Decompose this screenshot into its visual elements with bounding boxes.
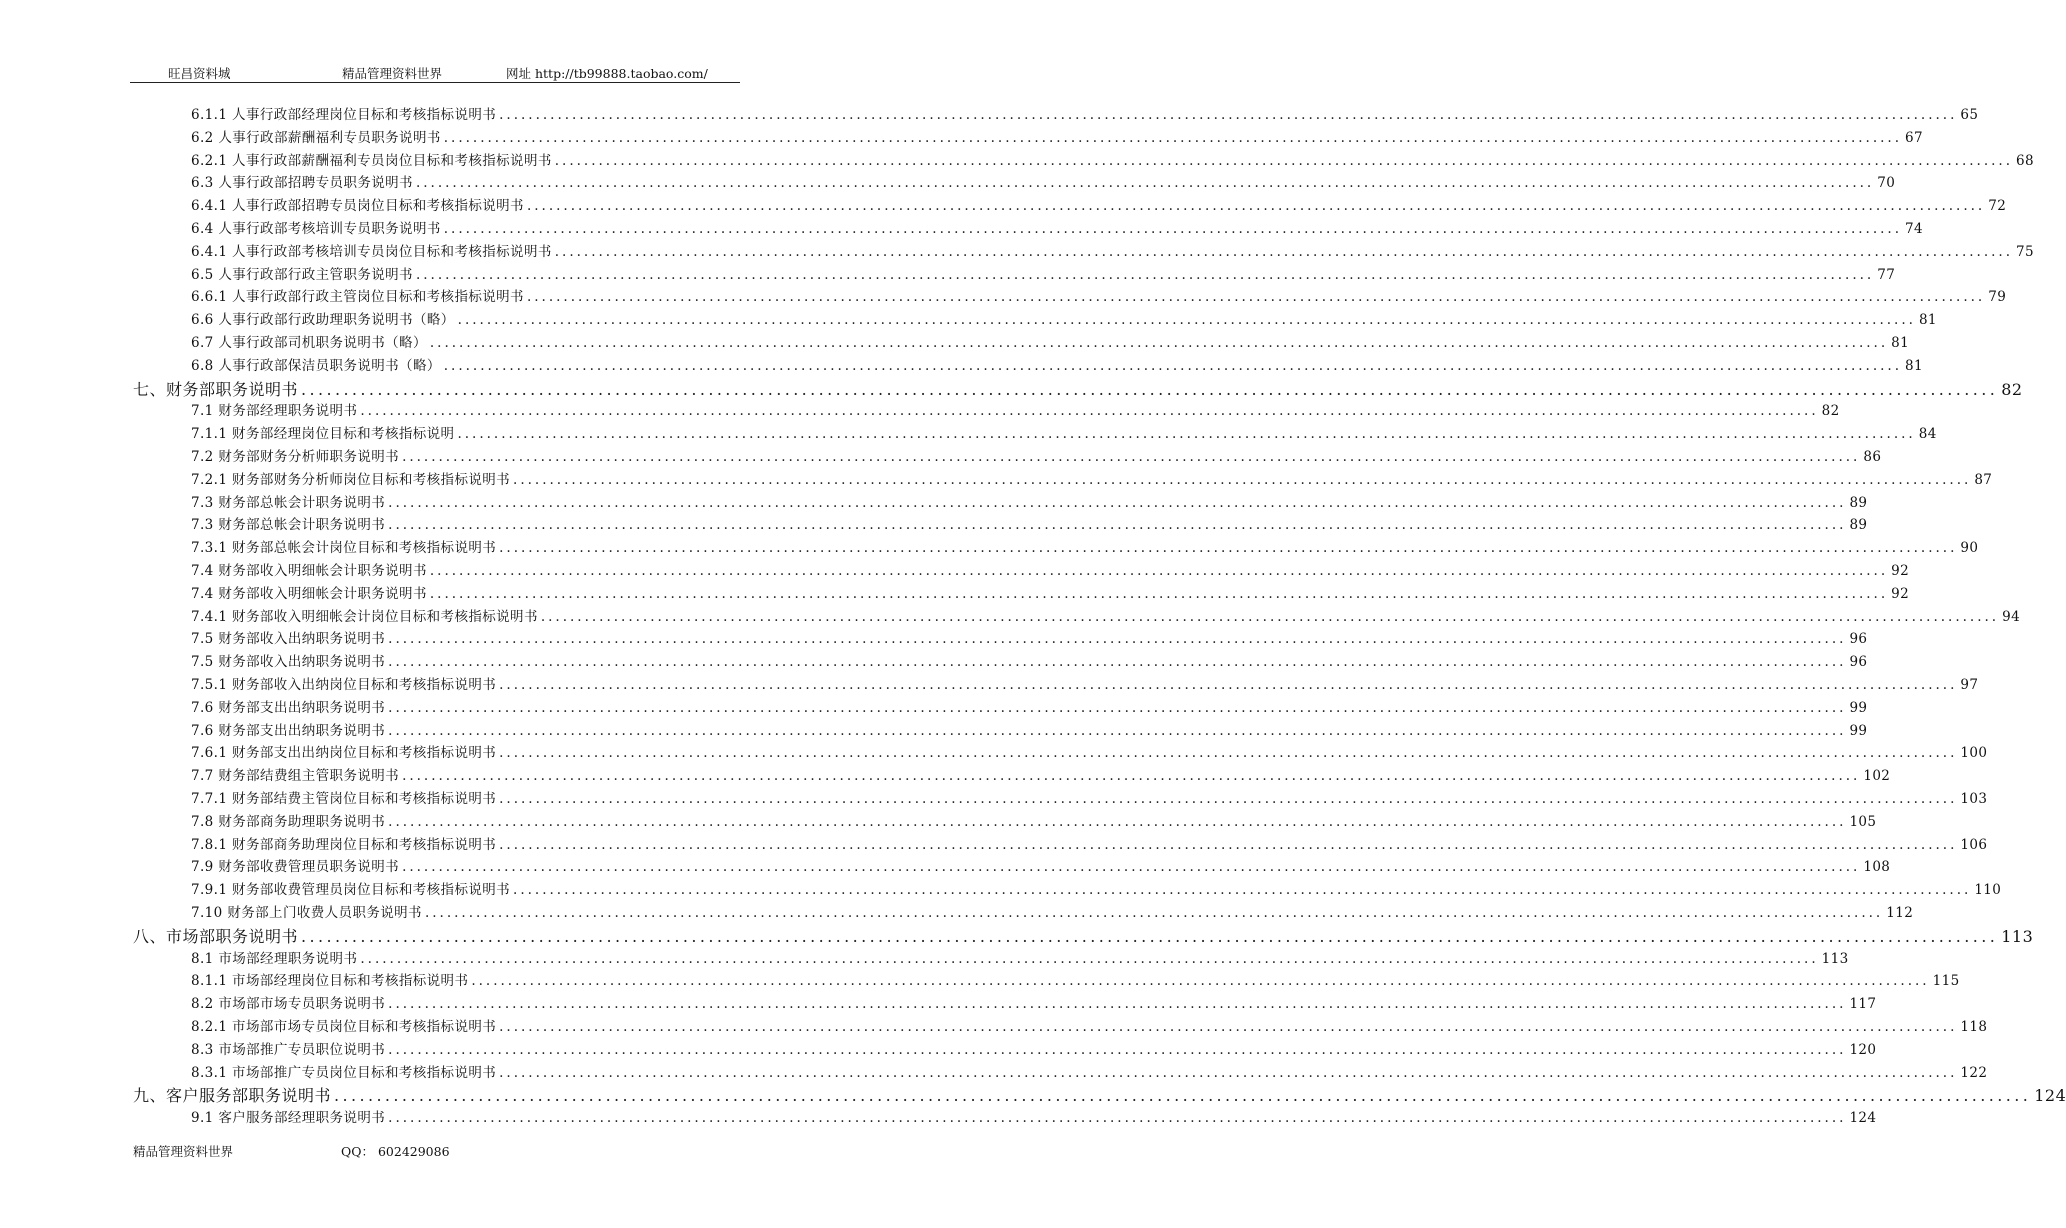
- toc-entry-page: 110: [1974, 882, 2002, 899]
- toc-entry-title: 8.1 市场部经理职务说明书: [191, 950, 358, 967]
- toc-leader-dots: ........................................................................................................................................................................................................: [499, 107, 1958, 123]
- toc-entry-title: 8.2.1 市场部市场专员岗位目标和考核指标说明书: [191, 1019, 497, 1035]
- toc-entry-page: 124: [1849, 1110, 1877, 1127]
- toc-entry-page: 113: [2001, 926, 2034, 946]
- toc-leader-dots: ........................................................................................................................................................................................................: [443, 357, 1903, 374]
- toc-entry-page: 92: [1891, 563, 1910, 579]
- toc-entry-title: 8.2 市场部市场专员职务说明书: [191, 996, 386, 1013]
- toc-entry-page: 97: [1960, 677, 1979, 693]
- toc-entry-page: 67: [1905, 129, 1924, 146]
- toc-entry-page: 94: [2002, 608, 2021, 625]
- toc-entry-title: 8.3.1 市场部推广专员岗位目标和考核指标说明书: [191, 1064, 497, 1081]
- toc-entry[interactable]: [191, 263, 1896, 285]
- toc-entry-page: 103: [1960, 791, 1988, 807]
- toc-leader-dots: ........................................................................................................................................................................................................: [540, 608, 2000, 625]
- toc-entry[interactable]: [191, 855, 1891, 877]
- toc-entry-page: 87: [1974, 471, 1993, 488]
- toc-entry-page: 100: [1960, 745, 1988, 762]
- toc-leader-dots: ........................................................................................................................................................................................................: [499, 745, 1958, 762]
- toc-entry[interactable]: [191, 582, 1910, 604]
- toc-entry[interactable]: [191, 719, 1868, 741]
- toc-entry-title: 7.5 财务部收入出纳职务说明书: [191, 654, 386, 671]
- toc-leader-dots: ........................................................................................................................................................................................................: [499, 540, 1958, 557]
- toc-entry[interactable]: [191, 878, 2002, 900]
- toc-entry-page: 65: [1960, 107, 1979, 123]
- toc-entry-title: 7.7.1 财务部结费主管岗位目标和考核指标说明书: [191, 791, 497, 807]
- toc-entry-page: 117: [1849, 996, 1877, 1013]
- toc-entry[interactable]: [191, 741, 1988, 763]
- toc-entry[interactable]: [191, 1061, 1988, 1083]
- toc-entry-title: 7.8 财务部商务助理职务说明书: [191, 813, 386, 830]
- toc-leader-dots: ........................................................................................................................................................................................................: [471, 973, 1930, 990]
- toc-entry-page: 86: [1863, 449, 1882, 465]
- toc-entry[interactable]: [191, 240, 2034, 262]
- header-left-text: 旺昌资料城: [168, 66, 231, 81]
- toc-entry-page: 115: [1932, 973, 1960, 990]
- toc-entry-page: 124: [2034, 1086, 2066, 1106]
- toc-leader-dots: ........................................................................................................................................................................................................: [499, 791, 1958, 807]
- toc-entry[interactable]: [191, 764, 1891, 786]
- toc-entry[interactable]: [191, 787, 1988, 809]
- toc-entry-page: 120: [1849, 1041, 1877, 1058]
- toc-entry-title: 七、财务部职务说明书: [133, 379, 299, 399]
- toc-entry-title: 6.2 人事行政部薪酬福利专员职务说明书: [191, 129, 441, 146]
- toc-entry-page: 96: [1849, 654, 1868, 671]
- toc-leader-dots: ........................................................................................................................................................................................................: [457, 426, 1916, 443]
- toc-leader-dots: ........................................................................................................................................................................................................: [443, 129, 1903, 146]
- toc-leader-dots: ........................................................................................................................................................................................................: [429, 335, 1889, 351]
- toc-chapter-entry[interactable]: [133, 924, 2034, 948]
- footer-left-text: 精品管理资料世界: [133, 1144, 234, 1159]
- header-center-text: 精品管理资料世界: [342, 66, 443, 81]
- toc-entry[interactable]: [191, 126, 1924, 148]
- toc-entry-title: 7.4.1 财务部收入明细帐会计岗位目标和考核指标说明书: [191, 608, 538, 625]
- toc-leader-dots: ........................................................................................................................................................................................................: [554, 152, 2014, 169]
- toc-leader-dots: ........................................................................................................................................................................................................: [301, 926, 1999, 946]
- toc-leader-dots: ........................................................................................................................................................................................................: [513, 882, 1972, 899]
- toc-entry-page: 118: [1960, 1019, 1988, 1035]
- toc-chapter-entry[interactable]: [133, 377, 2023, 401]
- toc-entry-title: 7.9 财务部收费管理员职务说明书: [191, 859, 400, 876]
- toc-entry-title: 7.1 财务部经理职务说明书: [191, 403, 358, 420]
- toc-entry-page: 84: [1918, 426, 1937, 443]
- toc-entry[interactable]: [191, 992, 1877, 1014]
- toc-entry-title: 6.4.1 人事行政部考核培训专员岗位目标和考核指标说明书: [191, 243, 552, 260]
- toc-entry-page: 113: [1821, 950, 1849, 967]
- toc-entry[interactable]: [191, 901, 1914, 923]
- toc-entry[interactable]: [191, 559, 1910, 581]
- toc-leader-dots: ........................................................................................................................................................................................................: [415, 266, 1875, 283]
- toc-chapter-entry[interactable]: [133, 1083, 2066, 1107]
- toc-entry[interactable]: [191, 650, 1868, 672]
- toc-entry-title: 7.8.1 财务部商务助理岗位目标和考核指标说明书: [191, 836, 497, 853]
- toc-leader-dots: ........................................................................................................................................................................................................: [429, 563, 1889, 579]
- toc-leader-dots: ........................................................................................................................................................................................................: [388, 1110, 1847, 1127]
- toc-entry-page: 92: [1891, 585, 1910, 602]
- toc-leader-dots: ........................................................................................................................................................................................................: [526, 198, 1986, 215]
- toc-leader-dots: ........................................................................................................................................................................................................: [443, 221, 1903, 237]
- toc-entry[interactable]: [191, 149, 2034, 171]
- page-header: [130, 62, 740, 83]
- toc-entry-title: 6.1.1 人事行政部经理岗位目标和考核指标说明书: [191, 107, 497, 123]
- toc-entry-page: 90: [1960, 540, 1979, 557]
- toc-entry[interactable]: [191, 422, 1937, 444]
- toc-leader-dots: ........................................................................................................................................................................................................: [402, 449, 1861, 465]
- toc-leader-dots: ........................................................................................................................................................................................................: [388, 631, 1847, 648]
- toc-leader-dots: ........................................................................................................................................................................................................: [499, 836, 1958, 853]
- toc-leader-dots: ........................................................................................................................................................................................................: [402, 859, 1861, 876]
- toc-entry[interactable]: [191, 536, 1979, 558]
- toc-leader-dots: ........................................................................................................................................................................................................: [360, 950, 1819, 967]
- toc-leader-dots: ........................................................................................................................................................................................................: [402, 768, 1861, 785]
- toc-entry-title: 7.6 财务部支出出纳职务说明书: [191, 699, 386, 716]
- toc-entry-title: 7.7 财务部结费组主管职务说明书: [191, 768, 400, 785]
- toc-entry[interactable]: [191, 810, 1877, 832]
- toc-entry-title: 9.1 客户服务部经理职务说明书: [191, 1110, 386, 1127]
- toc-entry-page: 112: [1886, 905, 1914, 921]
- toc-entry-page: 74: [1905, 221, 1924, 237]
- toc-entry[interactable]: [191, 1015, 1988, 1037]
- toc-entry[interactable]: [191, 217, 1924, 239]
- toc-entry[interactable]: [191, 947, 1849, 969]
- toc-entry[interactable]: [191, 627, 1868, 649]
- toc-entry[interactable]: [191, 171, 1896, 193]
- toc-entry-title: 7.4 财务部收入明细帐会计职务说明书: [191, 585, 427, 602]
- toc-entry[interactable]: [191, 354, 1924, 376]
- toc-leader-dots: ........................................................................................................................................................................................................: [415, 175, 1875, 192]
- toc-entry-title: 九、客户服务部职务说明书: [133, 1086, 332, 1106]
- toc-entry-page: 89: [1849, 494, 1868, 511]
- toc-entry[interactable]: [191, 331, 1910, 353]
- toc-entry-title: 6.8 人事行政部保洁员职务说明书（略）: [191, 357, 441, 374]
- toc-entry[interactable]: [191, 605, 2021, 627]
- toc-entry-title: 8.1.1 市场部经理岗位目标和考核指标说明书: [191, 973, 469, 990]
- toc-entry-title: 6.5 人事行政部行政主管职务说明书: [191, 266, 413, 283]
- toc-entry-title: 7.9.1 财务部收费管理员岗位目标和考核指标说明书: [191, 882, 511, 899]
- toc-entry[interactable]: [191, 1038, 1877, 1060]
- toc-entry-page: 99: [1849, 699, 1868, 716]
- footer-right-text: QQ： 602429086: [341, 1144, 450, 1159]
- toc-leader-dots: ........................................................................................................................................................................................................: [388, 699, 1847, 716]
- toc-leader-dots: ........................................................................................................................................................................................................: [429, 585, 1889, 602]
- toc-entry-title: 7.1.1 财务部经理岗位目标和考核指标说明: [191, 426, 455, 443]
- toc-entry-page: 99: [1849, 722, 1868, 739]
- toc-leader-dots: ........................................................................................................................................................................................................: [457, 312, 1916, 329]
- toc-leader-dots: ........................................................................................................................................................................................................: [554, 243, 2014, 260]
- toc-leader-dots: ........................................................................................................................................................................................................: [388, 1041, 1847, 1058]
- toc-entry[interactable]: [191, 833, 1988, 855]
- toc-leader-dots: ........................................................................................................................................................................................................: [388, 996, 1847, 1013]
- toc-leader-dots: ........................................................................................................................................................................................................: [526, 289, 1986, 306]
- toc-entry[interactable]: [191, 491, 1868, 513]
- toc-entry[interactable]: [191, 696, 1868, 718]
- toc-leader-dots: ........................................................................................................................................................................................................: [388, 654, 1847, 671]
- toc-leader-dots: ........................................................................................................................................................................................................: [499, 1064, 1958, 1081]
- toc-entry[interactable]: [191, 445, 1882, 467]
- toc-entry-title: 7.6 财务部支出出纳职务说明书: [191, 722, 386, 739]
- toc-entry-page: 82: [2001, 379, 2023, 399]
- toc-entry[interactable]: [191, 285, 2007, 307]
- toc-entry-title: 7.2 财务部财务分析师职务说明书: [191, 449, 400, 465]
- toc-entry-page: 108: [1863, 859, 1891, 876]
- toc-entry[interactable]: [191, 194, 2007, 216]
- toc-entry[interactable]: [191, 399, 1840, 421]
- toc-entry-page: 96: [1849, 631, 1868, 648]
- toc-leader-dots: ........................................................................................................................................................................................................: [424, 905, 1884, 921]
- toc-entry-title: 6.2.1 人事行政部薪酬福利专员岗位目标和考核指标说明书: [191, 152, 552, 169]
- toc-entry-title: 7.2.1 财务部财务分析师岗位目标和考核指标说明书: [191, 471, 511, 488]
- toc-entry-title: 6.7 人事行政部司机职务说明书（略）: [191, 335, 427, 351]
- toc-entry[interactable]: [191, 468, 1993, 490]
- toc-entry[interactable]: [191, 513, 1868, 535]
- toc-entry-title: 7.5 财务部收入出纳职务说明书: [191, 631, 386, 648]
- toc-entry-page: 79: [1988, 289, 2007, 306]
- toc-entry-title: 7.6.1 财务部支出出纳岗位目标和考核指标说明书: [191, 745, 497, 762]
- toc-leader-dots: ........................................................................................................................................................................................................: [388, 813, 1847, 830]
- header-right-text: 网址 http://tb99888.taobao.com/: [506, 66, 708, 81]
- toc-leader-dots: ........................................................................................................................................................................................................: [334, 1086, 2032, 1106]
- toc-leader-dots: ........................................................................................................................................................................................................: [388, 517, 1847, 534]
- toc-entry-title: 7.4 财务部收入明细帐会计职务说明书: [191, 563, 427, 579]
- toc-entry-title: 6.4.1 人事行政部招聘专员岗位目标和考核指标说明书: [191, 198, 524, 215]
- toc-leader-dots: ........................................................................................................................................................................................................: [499, 677, 1958, 693]
- toc-entry-title: 7.3 财务部总帐会计职务说明书: [191, 494, 386, 511]
- toc-entry-page: 75: [2016, 243, 2034, 260]
- toc-entry-page: 89: [1849, 517, 1868, 534]
- toc-leader-dots: ........................................................................................................................................................................................................: [301, 379, 1999, 399]
- toc-leader-dots: ........................................................................................................................................................................................................: [388, 494, 1847, 511]
- toc-entry-title: 八、市场部职务说明书: [133, 926, 299, 946]
- toc-entry-title: 6.3 人事行政部招聘专员职务说明书: [191, 175, 413, 192]
- toc-leader-dots: ........................................................................................................................................................................................................: [360, 403, 1819, 420]
- toc-leader-dots: ........................................................................................................................................................................................................: [513, 471, 1972, 488]
- toc-entry-page: 81: [1918, 312, 1937, 329]
- toc-leader-dots: ........................................................................................................................................................................................................: [499, 1019, 1958, 1035]
- toc-entry-title: 7.5.1 财务部收入出纳岗位目标和考核指标说明书: [191, 677, 497, 693]
- toc-entry-page: 102: [1863, 768, 1891, 785]
- toc-entry-title: 6.6.1 人事行政部行政主管岗位目标和考核指标说明书: [191, 289, 524, 306]
- toc-entry-page: 70: [1877, 175, 1896, 192]
- toc-entry-page: 68: [2016, 152, 2034, 169]
- toc-entry-page: 105: [1849, 813, 1877, 830]
- toc-entry[interactable]: [191, 969, 1960, 991]
- toc-entry-page: 77: [1877, 266, 1896, 283]
- toc-entry-title: 7.3.1 财务部总帐会计岗位目标和考核指标说明书: [191, 540, 497, 557]
- toc-entry-page: 81: [1891, 335, 1910, 351]
- toc-entry-page: 81: [1905, 357, 1924, 374]
- toc-entry-page: 82: [1821, 403, 1840, 420]
- toc-entry-page: 72: [1988, 198, 2007, 215]
- toc-entry[interactable]: [191, 1106, 1877, 1128]
- toc-entry[interactable]: [191, 103, 1979, 125]
- toc-entry-title: 6.4 人事行政部考核培训专员职务说明书: [191, 221, 441, 237]
- toc-entry-title: 8.3 市场部推广专员职位说明书: [191, 1041, 386, 1058]
- toc-leader-dots: ........................................................................................................................................................................................................: [388, 722, 1847, 739]
- toc-entry-page: 106: [1960, 836, 1988, 853]
- toc-entry-page: 122: [1960, 1064, 1988, 1081]
- toc-entry-title: 6.6 人事行政部行政助理职务说明书（略）: [191, 312, 455, 329]
- toc-entry[interactable]: [191, 308, 1937, 330]
- toc-entry[interactable]: [191, 673, 1979, 695]
- toc-entry-title: 7.3 财务部总帐会计职务说明书: [191, 517, 386, 534]
- toc-entry-title: 7.10 财务部上门收费人员职务说明书: [191, 905, 422, 921]
